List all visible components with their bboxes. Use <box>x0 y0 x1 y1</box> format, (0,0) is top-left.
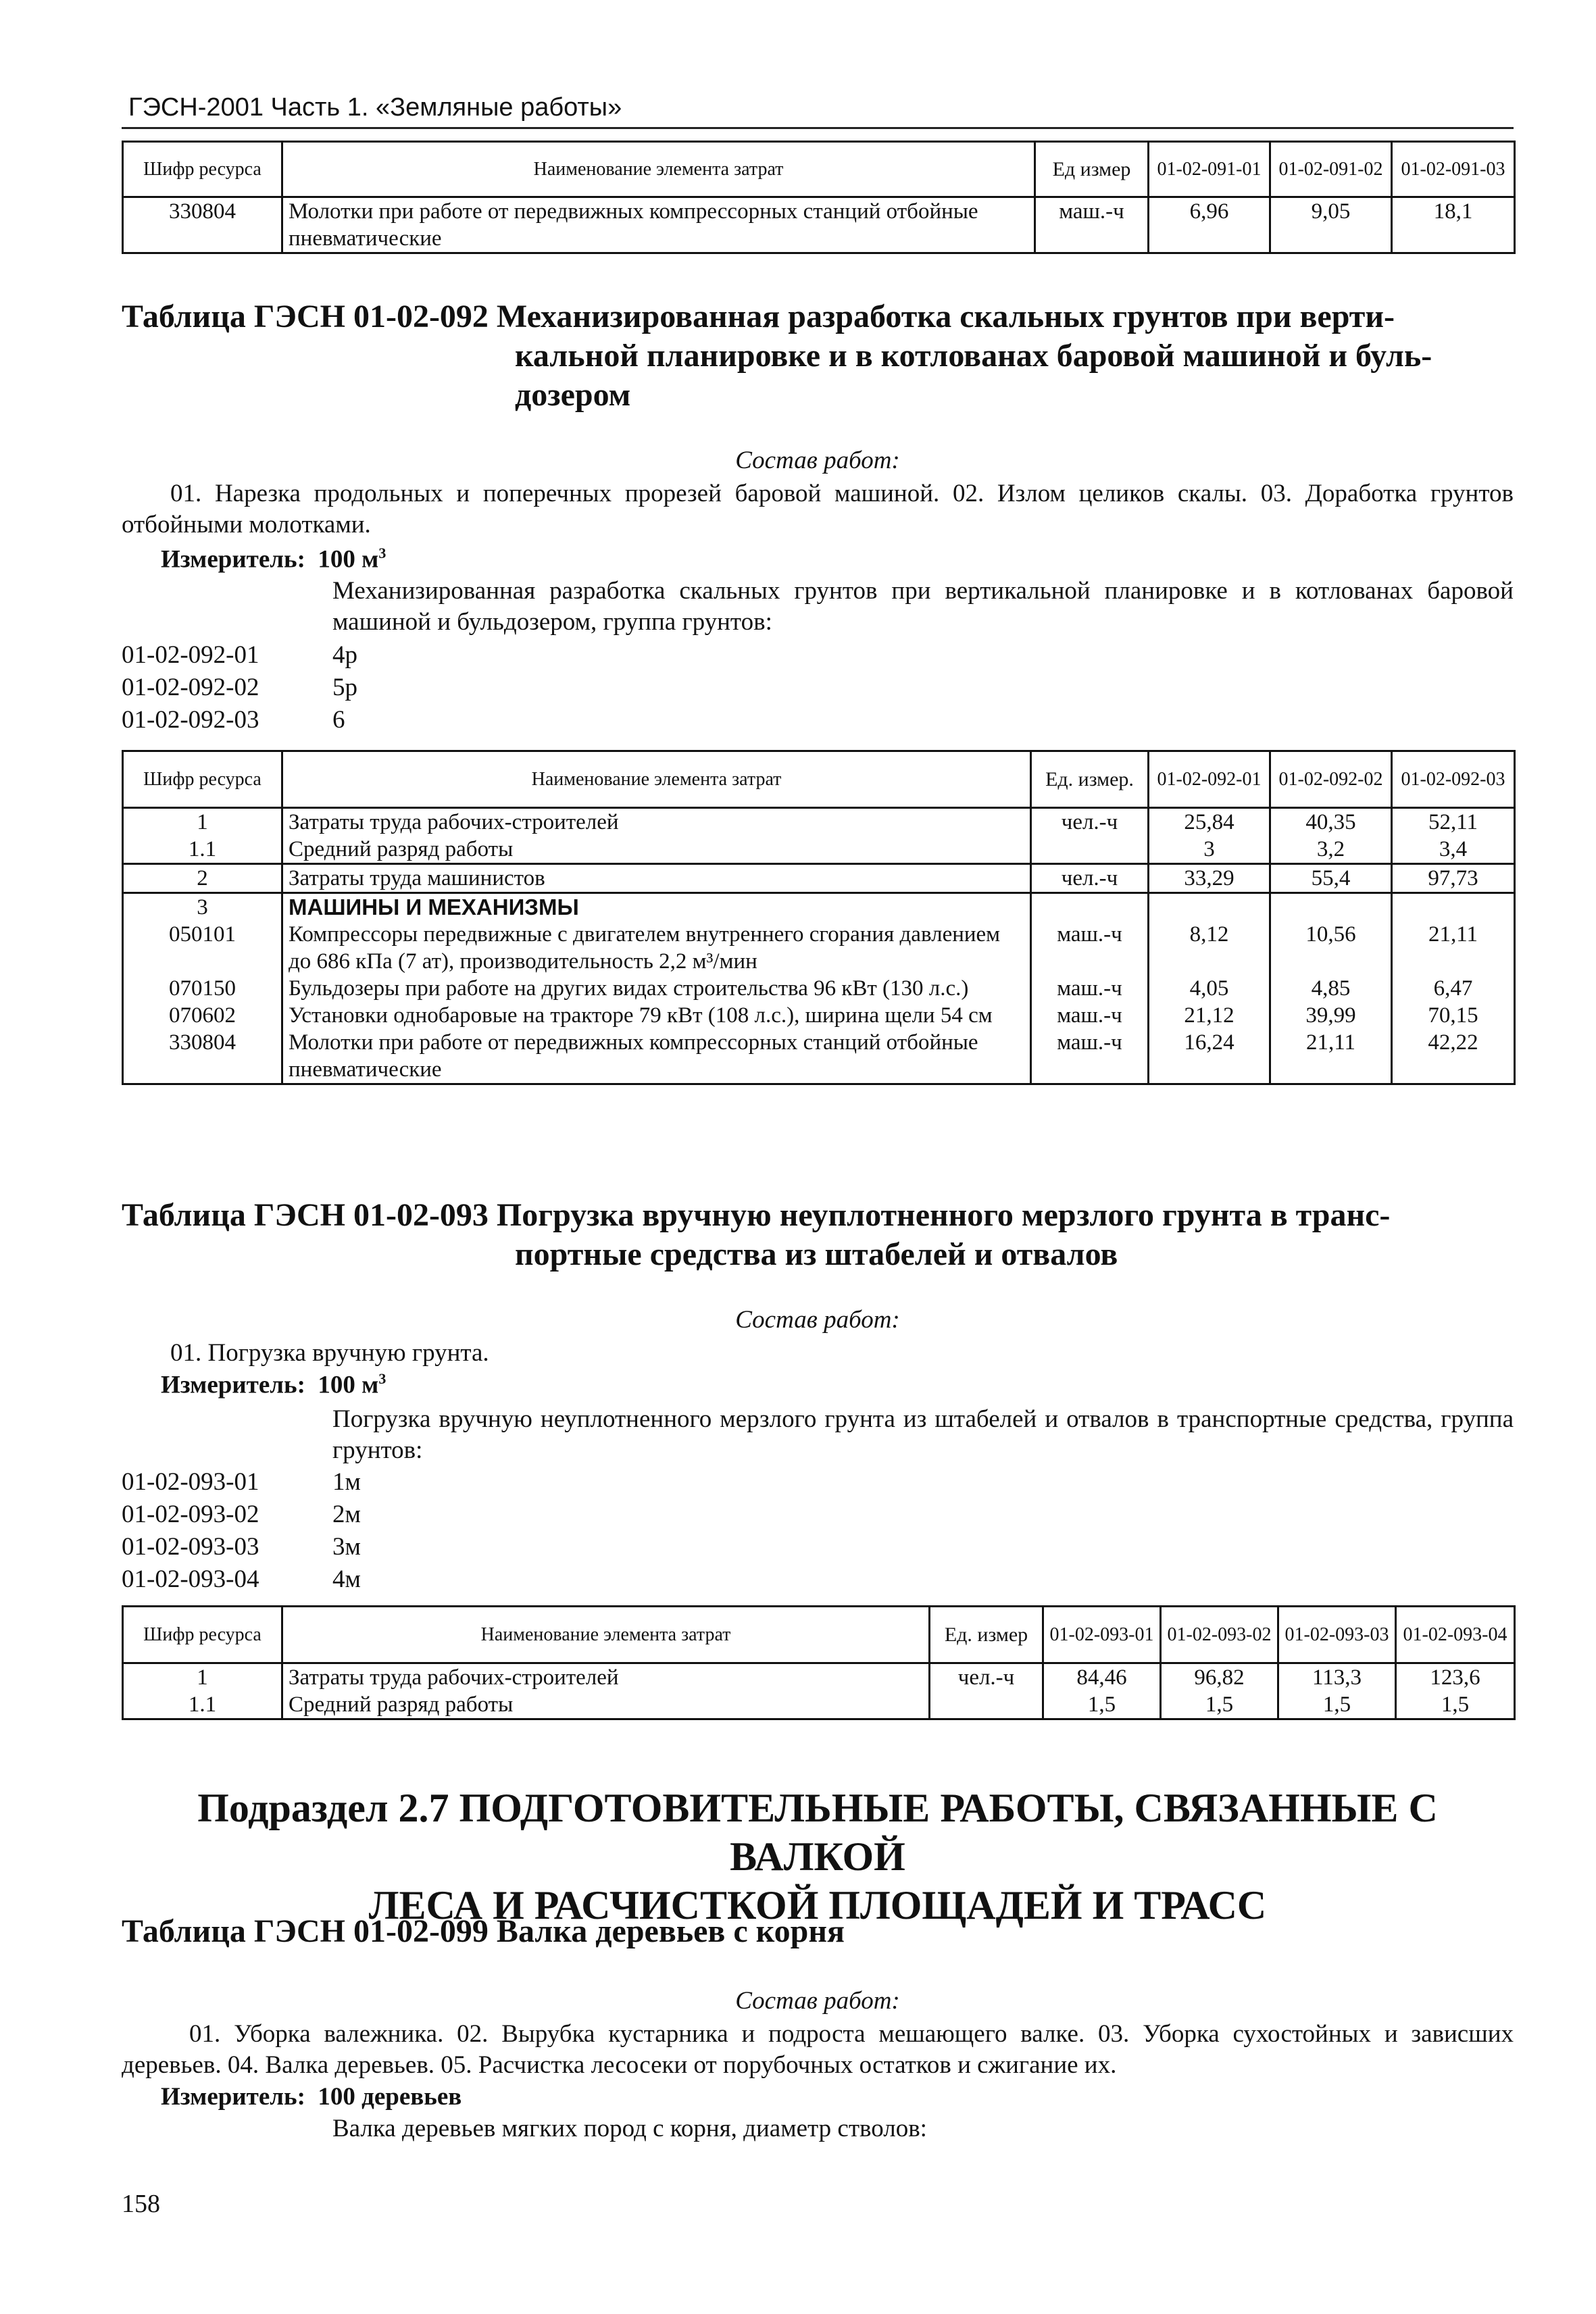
table-row <box>123 197 1515 253</box>
value: 123,6 <box>1396 1663 1515 1692</box>
value: 1,5 <box>1396 1691 1515 1719</box>
work-composition-heading: Состав работ: <box>735 1306 900 1334</box>
work-composition-text: 01. Нарезка продольных и поперечных прорезей баровой машиной. 02. Излом целиков скалы. 03. Доработка грунтов отбойными молотками. <box>122 480 1514 538</box>
resource-code: 1.1 <box>123 1691 282 1719</box>
code-row: 01-02-092-02 5р <box>122 674 357 701</box>
value: 33,29 <box>1149 864 1270 893</box>
col-header: Шифр ресурса <box>123 751 282 808</box>
cost-element-name: Молотки при работе от передвижных компрессорных станций отбойные пневматические <box>282 197 1035 253</box>
code-row: 01-02-093-04 4м <box>122 1565 361 1593</box>
resource-code: 2 <box>123 864 282 893</box>
table-row <box>123 1691 1515 1719</box>
value: 21,11 <box>1392 921 1515 975</box>
col-header: Наименование элемента затрат <box>282 1607 930 1663</box>
value: 6,96 <box>1149 197 1270 253</box>
table-093-title: Таблица ГЭСН 01-02-093 Погрузка вручную неуплотненного мерзлого грунта в транс- портные средства из штабелей и отвалов <box>122 1197 1391 1272</box>
value: 21,11 <box>1270 1029 1392 1084</box>
resource-code: 1 <box>123 808 282 836</box>
table-row <box>123 921 1515 975</box>
cost-element-name: Молотки при работе от передвижных компрессорных станций отбойные пневматические <box>282 1029 1031 1084</box>
meter: Измеритель: 100 $м^3$ <box>161 545 386 574</box>
code-row: 01-02-093-01 1м <box>122 1468 361 1496</box>
value: 96,82 <box>1161 1663 1278 1692</box>
value: 4,05 <box>1149 975 1270 1002</box>
resource-code: 070150 <box>123 975 282 1002</box>
col-header: Шифр ресурса <box>123 142 282 197</box>
value <box>1149 893 1270 922</box>
table-row <box>123 864 1515 893</box>
resource-code: 3 <box>123 893 282 922</box>
col-header: Ед измер <box>1035 142 1149 197</box>
value: 55,4 <box>1270 864 1392 893</box>
code-row: 01-02-093-03 3м <box>122 1533 361 1561</box>
unit: маш.-ч <box>1031 975 1149 1002</box>
col-header: Ед. измер <box>930 1607 1043 1663</box>
col-header: 01-02-092-01 <box>1149 751 1270 808</box>
table-row <box>123 1002 1515 1029</box>
cost-element-name: Затраты труда машинистов <box>282 864 1031 893</box>
unit <box>1031 836 1149 864</box>
code-row: 01-02-093-02 2м <box>122 1501 361 1528</box>
work-composition-heading: Состав работ: <box>735 447 900 474</box>
unit: чел.-ч <box>1031 864 1149 893</box>
resource-code: 1 <box>123 1663 282 1692</box>
value: 4,85 <box>1270 975 1392 1002</box>
resource-code: 070602 <box>123 1002 282 1029</box>
table-099-title: Таблица ГЭСН 01-02-099 Валка деревьев с корня <box>122 1913 845 1949</box>
col-header: Шифр ресурса <box>123 1607 282 1663</box>
unit <box>1031 893 1149 922</box>
value: 39,99 <box>1270 1002 1392 1029</box>
cost-element-name: Затраты труда рабочих-строителей <box>282 1663 930 1692</box>
col-header: Наименование элемента затрат <box>282 142 1035 197</box>
col-header: 01-02-091-03 <box>1392 142 1515 197</box>
unit: маш.-ч <box>1035 197 1149 253</box>
table-row <box>123 808 1515 836</box>
subsection-heading: Подраздел 2.7 ПОДГОТОВИТЕЛЬНЫЕ РАБОТЫ, СВЯЗАННЫЕ С ВАЛКОЙ ЛЕСА И РАСЧИСТКОЙ ПЛОЩАДЕЙ И ТРАСС <box>197 1786 1438 1928</box>
value: 40,35 <box>1270 808 1392 836</box>
value: 1,5 <box>1278 1691 1396 1719</box>
cost-element-name: Установки однобаровые на тракторе 79 кВт (108 л.с.), ширина щели 54 см <box>282 1002 1031 1029</box>
value: 42,22 <box>1392 1029 1515 1084</box>
value: 1,5 <box>1043 1691 1161 1719</box>
table-092-title: Таблица ГЭСН 01-02-092 Механизированная разработка скальных грунтов при верти- кальной планировке и в котлованах баровой машиной и буль- дозером <box>122 299 1432 413</box>
col-header: 01-02-093-02 <box>1161 1607 1278 1663</box>
table-row <box>123 893 1515 922</box>
meter: Измеритель: 100 $м^3$ <box>161 1370 386 1399</box>
cost-element-name: Компрессоры передвижные с двигателем внутреннего сгорания давлением до 686 кПа (7 ат), производительность 2,2 м³/мин <box>282 921 1031 975</box>
value: 6,47 <box>1392 975 1515 1002</box>
table-row <box>123 1663 1515 1692</box>
cost-element-name: Бульдозеры при работе на других видах строительства 96 кВт (130 л.с.) <box>282 975 1031 1002</box>
value: 84,46 <box>1043 1663 1161 1692</box>
value <box>1270 893 1392 922</box>
meter: Измеритель: 100 деревьев <box>161 2083 462 2111</box>
cost-element-name: Затраты труда рабочих-строителей <box>282 808 1031 836</box>
table-099-description: Валка деревьев мягких пород с корня, диаметр стволов: <box>332 2115 927 2142</box>
header-rule <box>122 127 1514 129</box>
value <box>1392 893 1515 922</box>
table-093-codes <box>122 1466 361 1596</box>
table-row <box>123 836 1515 864</box>
resource-code: 050101 <box>123 921 282 975</box>
value: 9,05 <box>1270 197 1392 253</box>
col-header: 01-02-093-04 <box>1396 1607 1515 1663</box>
value: 25,84 <box>1149 808 1270 836</box>
col-header: 01-02-091-02 <box>1270 142 1392 197</box>
unit <box>930 1691 1043 1719</box>
work-composition-heading: Состав работ: <box>735 1987 900 2015</box>
col-header: 01-02-093-03 <box>1278 1607 1396 1663</box>
table-092-codes <box>122 639 357 736</box>
value: 10,56 <box>1270 921 1392 975</box>
table-row <box>123 975 1515 1002</box>
table-092 <box>122 750 1516 1085</box>
value: 18,1 <box>1392 197 1515 253</box>
value: 70,15 <box>1392 1002 1515 1029</box>
col-header: 01-02-092-02 <box>1270 751 1392 808</box>
resource-code: 330804 <box>123 197 282 253</box>
resource-code: 1.1 <box>123 836 282 864</box>
running-header: ГЭСН-2001 Часть 1. «Земляные работы» <box>128 93 622 122</box>
value: 21,12 <box>1149 1002 1270 1029</box>
value: 97,73 <box>1392 864 1515 893</box>
col-header: 01-02-092-03 <box>1392 751 1515 808</box>
work-composition-text: 01. Погрузка вручную грунта. <box>170 1339 489 1367</box>
value: 1,5 <box>1161 1691 1278 1719</box>
col-header: Наименование элемента затрат <box>282 751 1031 808</box>
table-093-description: Погрузка вручную неуплотненного мерзлого грунта из штабелей и отвалов в транспортные средства, группа грунтов: <box>332 1405 1514 1464</box>
resource-code: 330804 <box>123 1029 282 1084</box>
value: 52,11 <box>1392 808 1515 836</box>
col-header: Ед. измер. <box>1031 751 1149 808</box>
value: 8,12 <box>1149 921 1270 975</box>
work-composition-text: 01. Уборка валежника. 02. Вырубка кустарника и подроста мешающего валке. 03. Уборка сухостойных и зависших деревьев. 04. Валка деревьев. 05. Расчистка лесосеки от порубочных остатков и сжигание их. <box>122 2020 1514 2079</box>
table-091 <box>122 141 1516 254</box>
code-row: 01-02-092-01 4р <box>122 641 357 669</box>
unit: маш.-ч <box>1031 921 1149 975</box>
page-number: 158 <box>122 2190 160 2218</box>
value: 16,24 <box>1149 1029 1270 1084</box>
unit: маш.-ч <box>1031 1029 1149 1084</box>
cost-element-name: Средний разряд работы <box>282 836 1031 864</box>
value: 113,3 <box>1278 1663 1396 1692</box>
unit: чел.-ч <box>1031 808 1149 836</box>
col-header: 01-02-091-01 <box>1149 142 1270 197</box>
value: 3,2 <box>1270 836 1392 864</box>
unit: маш.-ч <box>1031 1002 1149 1029</box>
cost-element-name: Средний разряд работы <box>282 1691 930 1719</box>
table-093 <box>122 1605 1516 1720</box>
code-row: 01-02-092-03 6 <box>122 706 345 734</box>
section-heading: МАШИНЫ И МЕХАНИЗМЫ <box>282 893 1031 922</box>
unit: чел.-ч <box>930 1663 1043 1692</box>
value: 3,4 <box>1392 836 1515 864</box>
col-header: 01-02-093-01 <box>1043 1607 1161 1663</box>
table-row <box>123 1029 1515 1084</box>
value: 3 <box>1149 836 1270 864</box>
table-092-description: Механизированная разработка скальных грунтов при вертикальной планировке и в котлованах баровой машиной и бульдозером, группа грунтов: <box>332 577 1514 636</box>
